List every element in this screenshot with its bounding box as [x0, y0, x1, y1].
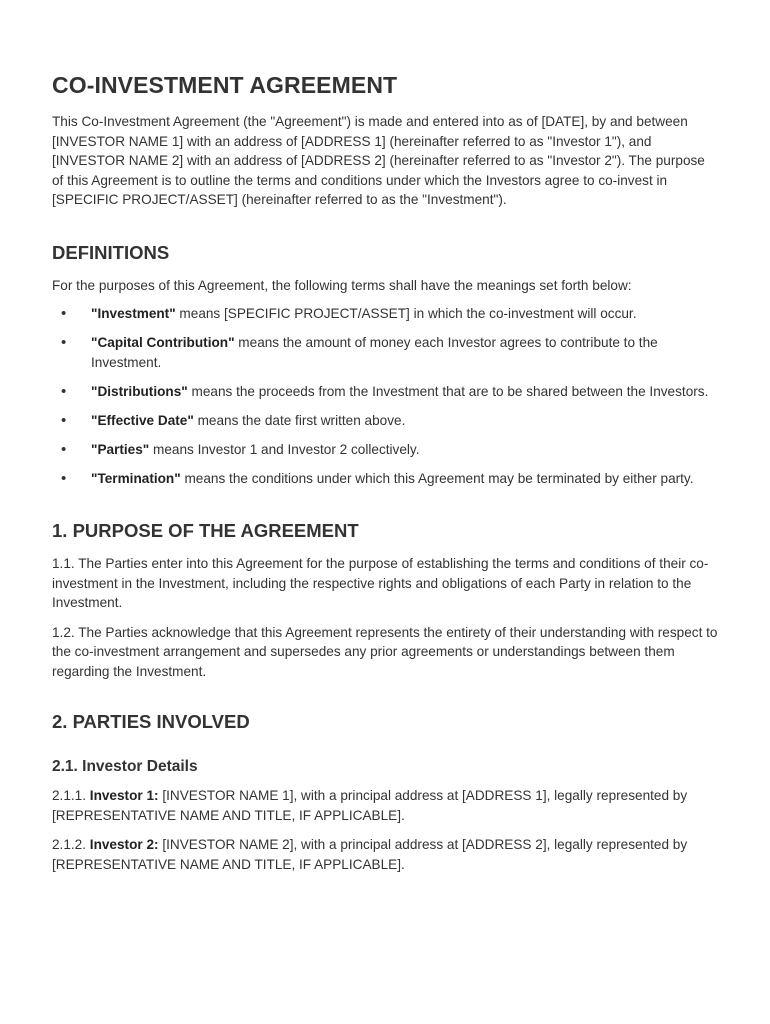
definition-term: "Capital Contribution": [91, 335, 235, 350]
definition-term: "Termination": [91, 470, 181, 486]
purpose-heading: 1. PURPOSE OF THE AGREEMENT: [52, 520, 359, 541]
investor-2-label: Investor 2:: [89, 837, 159, 852]
definitions-lead: For the purposes of this Agreement, the following terms shall have the meanings set forth below:: [52, 277, 632, 293]
investor-2-paragraph: [52, 835, 718, 874]
list-item: [52, 411, 718, 431]
definition-term: "Parties": [91, 441, 150, 457]
purpose-paragraph-1: 1.1. The Parties enter into this Agreement for the purpose of establishing the terms and conditions of their co-investment in the Investment, including the respective rights and obligations of each Party in relation to the Investment.: [52, 556, 709, 610]
purpose-paragraph-2: 1.2. The Parties acknowledge that this Agreement represents the entirety of their understanding with respect to the co-investment arrangement and supersedes any prior agreements or understandings between them regarding the Investment.: [52, 624, 718, 679]
definition-text: means the conditions under which this Agreement may be terminated by either party.: [180, 470, 694, 486]
document-title: CO-INVESTMENT AGREEMENT: [52, 72, 398, 98]
definitions-list: [52, 304, 718, 488]
definition-text: means [SPECIFIC PROJECT/ASSET] in which the co-investment will occur.: [175, 306, 637, 321]
definition-text: means the proceeds from the Investment that are to be shared between the Investors.: [187, 383, 709, 399]
investor-1-label: Investor 1:: [89, 788, 159, 803]
clause-number: 2.1.2.: [52, 837, 90, 852]
investor-details-heading: 2.1. Investor Details: [52, 758, 198, 775]
definition-text: means the date first written above.: [193, 412, 406, 428]
list-item: [52, 469, 718, 489]
list-item: [52, 440, 718, 460]
list-item: [52, 382, 718, 402]
definitions-heading: DEFINITIONS: [52, 241, 170, 263]
bullet-icon: •: [61, 382, 67, 400]
bullet-icon: •: [61, 440, 67, 458]
investor-2-text: [INVESTOR NAME 2], with a principal address at [ADDRESS 2], legally represented by [REPRESENTATIVE NAME AND TITLE, IF APPLICABLE].: [52, 837, 688, 872]
parties-heading: 2. PARTIES INVOLVED: [52, 711, 250, 732]
bullet-icon: •: [61, 469, 67, 487]
list-item: [52, 333, 718, 372]
definition-term: "Investment": [91, 306, 176, 321]
intro-paragraph: This Co-Investment Agreement (the "Agreement") is made and entered into as of [DATE], by and between [INVESTOR NAME 1] with an address of [ADDRESS 1] (hereinafter referred to as "Investor 1"), and [INVESTOR NAME 2] with an address of [ADDRESS 2] (hereinafter referred to as "Investor 2"). The purpose of this Agreement is to outline the terms and conditions under which the Investors agree to co-invest in [SPECIFIC PROJECT/ASSET] (hereinafter referred to as the "Investment").: [52, 114, 705, 207]
investor-1-text: [INVESTOR NAME 1], with a principal address at [ADDRESS 1], legally represented by [REPRESENTATIVE NAME AND TITLE, IF APPLICABLE].: [52, 788, 688, 823]
clause-number: 2.1.1.: [52, 788, 90, 803]
definition-text: means Investor 1 and Investor 2 collectively.: [149, 441, 420, 457]
bullet-icon: •: [61, 411, 67, 429]
investor-1-paragraph: [52, 786, 718, 825]
definition-term: "Effective Date": [91, 412, 194, 428]
bullet-icon: •: [61, 334, 67, 351]
list-item: [52, 304, 718, 324]
definition-text: means the amount of money each Investor agrees to contribute to the Investment.: [91, 335, 658, 370]
definition-term: "Distributions": [91, 383, 188, 399]
bullet-icon: •: [61, 305, 67, 322]
